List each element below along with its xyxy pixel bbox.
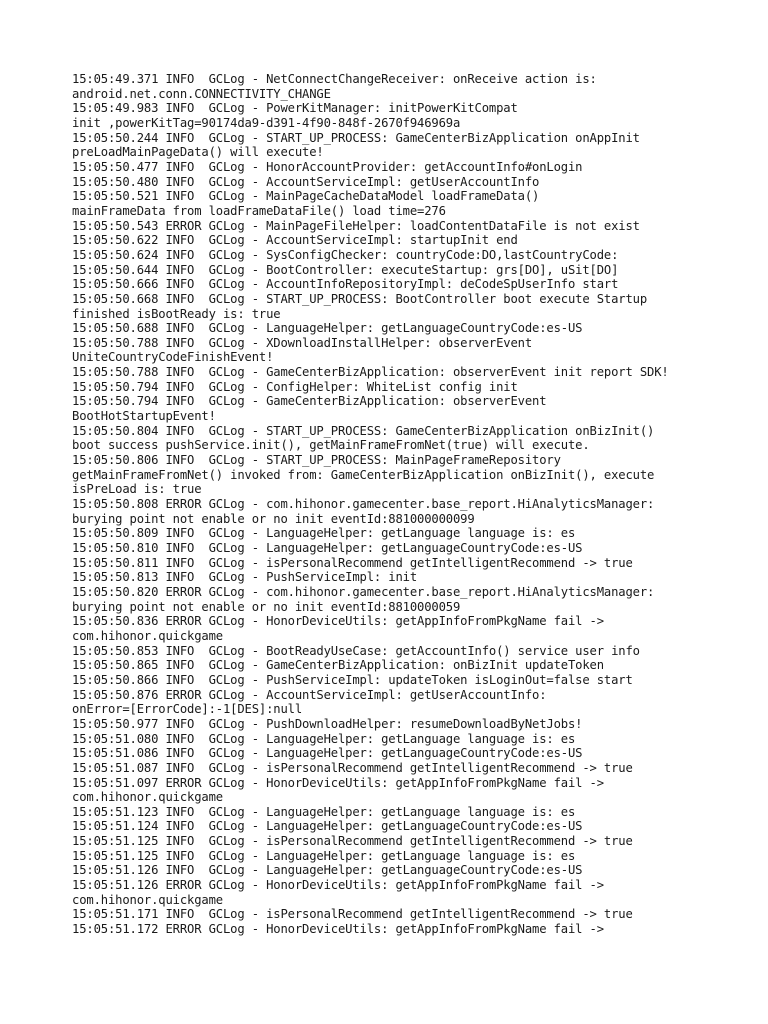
log-line: 15:05:50.668 INFO GCLog - START_UP_PROCESS: BootController boot execute Startup: [72, 291, 647, 306]
log-line: 15:05:50.788 INFO GCLog - XDownloadInstallHelper: observerEvent: [72, 335, 532, 350]
log-line: com.hihonor.quickgame: [72, 790, 223, 805]
log-line: init ,powerKitTag=90174da9-d391-4f90-848f-2670f946969a: [72, 115, 461, 130]
log-line: burying point not enable or no init eventId:881000000099: [72, 511, 475, 526]
log-line: 15:05:50.794 INFO GCLog - GameCenterBizApplication: observerEvent: [72, 394, 547, 409]
log-line: boot success pushService.init(), getMainFrameFromNet(true) will execute.: [72, 438, 590, 453]
log-line: 15:05:51.080 INFO GCLog - LanguageHelper: getLanguage language is: es: [72, 731, 576, 746]
log-line: 15:05:50.794 INFO GCLog - ConfigHelper: WhiteList config init: [72, 379, 518, 394]
log-line: 15:05:50.810 INFO GCLog - LanguageHelper: getLanguageCountryCode:es-US: [72, 541, 583, 555]
log-line: com.hihonor.quickgame: [72, 628, 223, 643]
log-line: 15:05:51.123 INFO GCLog - LanguageHelper: getLanguage language is: es: [72, 804, 576, 819]
log-line: 15:05:50.688 INFO GCLog - LanguageHelper: getLanguageCountryCode:es-US: [72, 321, 583, 336]
log-line: 15:05:50.622 INFO GCLog - AccountServiceImpl: startupInit end: [72, 233, 518, 248]
log-line: UniteCountryCodeFinishEvent!: [72, 350, 274, 365]
log-line: 15:05:51.097 ERROR GCLog - HonorDeviceUtils: getAppInfoFromPkgName fail ->: [72, 775, 604, 790]
log-line: 15:05:51.124 INFO GCLog - LanguageHelper: getLanguageCountryCode:es-US: [72, 819, 583, 834]
log-line: 15:05:50.624 INFO GCLog - SysConfigChecker: countryCode:DO,lastCountryCode:: [72, 247, 619, 262]
log-line: 15:05:51.126 INFO GCLog - LanguageHelper: getLanguageCountryCode:es-US: [72, 863, 583, 878]
log-line: isPreLoad is: true: [72, 482, 202, 497]
log-line: 15:05:50.788 INFO GCLog - GameCenterBizApplication: observerEvent init report SDK!: [72, 365, 669, 380]
log-line: 15:05:50.477 INFO GCLog - HonorAccountProvider: getAccountInfo#onLogin: [72, 159, 583, 174]
log-line: 15:05:49.371 INFO GCLog - NetConnectChangeReceiver: onReceive action is:: [72, 72, 597, 86]
log-line: 15:05:50.808 ERROR GCLog - com.hihonor.gamecenter.base_report.HiAnalyticsManager:: [72, 497, 655, 512]
log-line: preLoadMainPageData() will execute!: [72, 145, 324, 160]
log-line: 15:05:50.521 INFO GCLog - MainPageCacheDataModel loadFrameData(): [72, 189, 540, 204]
log-line: 15:05:50.480 INFO GCLog - AccountServiceImpl: getUserAccountInfo: [72, 174, 540, 189]
log-line: 15:05:51.087 INFO GCLog - isPersonalRecommend getIntelligentRecommend -> true: [72, 760, 633, 775]
log-line: 15:05:51.125 INFO GCLog - isPersonalRecommend getIntelligentRecommend -> true: [72, 834, 633, 849]
log-line: 15:05:50.644 INFO GCLog - BootController: executeStartup: grs[DO], uSit[DO]: [72, 262, 619, 277]
log-line: 15:05:50.809 INFO GCLog - LanguageHelper: getLanguage language is: es: [72, 526, 576, 541]
log-line: BootHotStartupEvent!: [72, 409, 216, 424]
log-line: 15:05:50.820 ERROR GCLog - com.hihonor.gamecenter.base_report.HiAnalyticsManager:: [72, 584, 655, 599]
log-line: 15:05:50.811 INFO GCLog - isPersonalRecommend getIntelligentRecommend -> true: [72, 555, 633, 570]
log-line: 15:05:50.977 INFO GCLog - PushDownloadHelper: resumeDownloadByNetJobs!: [72, 716, 583, 731]
log-line: 15:05:51.172 ERROR GCLog - HonorDeviceUtils: getAppInfoFromPkgName fail ->: [72, 922, 604, 937]
log-line: 15:05:50.666 INFO GCLog - AccountInfoRepositoryImpl: deCodeSpUserInfo start: [72, 277, 619, 292]
log-line: 15:05:50.804 INFO GCLog - START_UP_PROCESS: GameCenterBizApplication onBizInit(): [72, 423, 655, 438]
log-line: 15:05:50.806 INFO GCLog - START_UP_PROCESS: MainPageFrameRepository: [72, 453, 561, 468]
log-line: 15:05:50.876 ERROR GCLog - AccountServiceImpl: getUserAccountInfo:: [72, 687, 547, 702]
log-line: 15:05:50.853 INFO GCLog - BootReadyUseCase: getAccountInfo() service user info: [72, 643, 640, 658]
log-line: 15:05:50.865 INFO GCLog - GameCenterBizApplication: onBizInit updateToken: [72, 658, 604, 673]
log-line: mainFrameData from loadFrameDataFile() load time=276: [72, 203, 446, 218]
log-line: 15:05:50.543 ERROR GCLog - MainPageFileHelper: loadContentDataFile is not exist: [72, 218, 640, 233]
log-line: 15:05:51.126 ERROR GCLog - HonorDeviceUtils: getAppInfoFromPkgName fail ->: [72, 878, 604, 893]
log-line: 15:05:50.866 INFO GCLog - PushServiceImpl: updateToken isLoginOut=false start: [72, 672, 633, 687]
log-line: com.hihonor.quickgame: [72, 892, 223, 907]
log-line: android.net.conn.CONNECTIVITY_CHANGE: [72, 86, 331, 101]
log-line: 15:05:50.244 INFO GCLog - START_UP_PROCESS: GameCenterBizApplication onAppInit: [72, 130, 640, 145]
log-line: burying point not enable or no init eventId:8810000059: [72, 599, 461, 614]
log-line: onError=[ErrorCode]:-1[DES]:null: [72, 702, 302, 717]
log-text-block: [72, 72, 732, 937]
log-line: 15:05:49.983 INFO GCLog - PowerKitManager: initPowerKitCompat: [72, 101, 518, 116]
log-line: 15:05:50.813 INFO GCLog - PushServiceImpl: init: [72, 570, 417, 585]
log-line: 15:05:51.086 INFO GCLog - LanguageHelper: getLanguageCountryCode:es-US: [72, 746, 583, 761]
log-line: 15:05:50.836 ERROR GCLog - HonorDeviceUtils: getAppInfoFromPkgName fail ->: [72, 614, 604, 629]
log-line: 15:05:51.171 INFO GCLog - isPersonalRecommend getIntelligentRecommend -> true: [72, 907, 633, 922]
log-line: 15:05:51.125 INFO GCLog - LanguageHelper: getLanguage language is: es: [72, 848, 576, 863]
log-line: finished isBootReady is: true: [72, 306, 281, 321]
log-line: getMainFrameFromNet() invoked from: GameCenterBizApplication onBizInit(), execute: [72, 467, 655, 482]
